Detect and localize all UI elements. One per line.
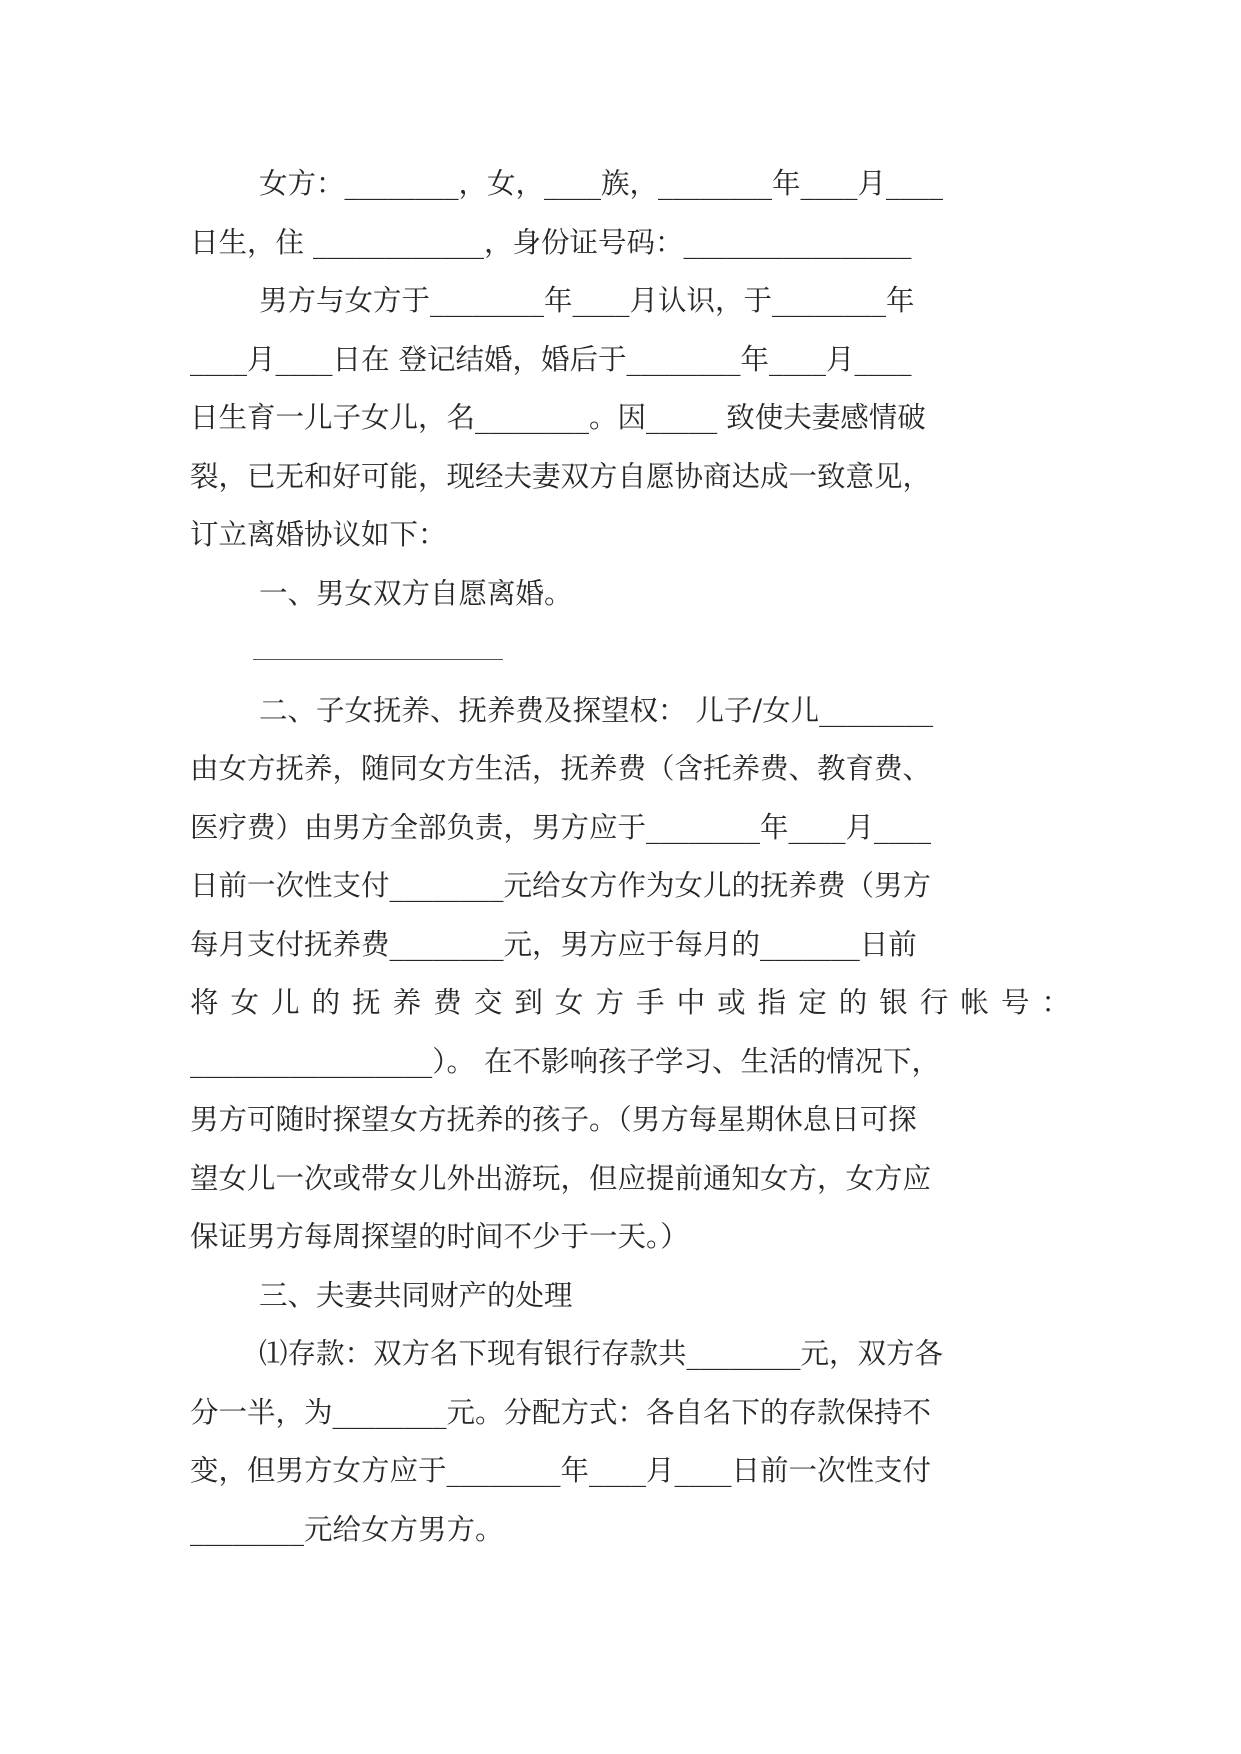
paragraph-line: 医疗费）由男方全部负责，男方应于________年____月____	[190, 810, 932, 844]
paragraph-line: 将女儿的抚养费交到女方手中或指定的银行帐号：	[190, 986, 1070, 1019]
paragraph-line: 女方：________，女，____族，________年____月____	[259, 167, 944, 200]
paragraph-line: 望女儿一次或带女儿外出游玩，但应提前通知女方，女方应	[190, 1161, 932, 1195]
clause-heading: 一、男女双方自愿离婚。	[259, 576, 573, 610]
paragraph-line: 裂，已无和好可能，现经夫妻双方自愿协商达成一致意见，	[190, 459, 932, 493]
paragraph-line: _________________）。 在不影响孩子学习、生活的情况下，	[190, 1044, 941, 1078]
paragraph-line: ________元给女方男方。	[190, 1512, 504, 1546]
underline-rule	[253, 659, 503, 660]
paragraph-line: 日生育一儿子女儿，名________。因_____ 致使夫妻感情破	[190, 401, 926, 434]
paragraph-line: 保证男方每周探望的时间不少于一天。）	[190, 1220, 689, 1253]
paragraph-line: 日前一次性支付________元给女方作为女儿的抚养费（男方	[190, 869, 932, 902]
paragraph-line: 分一半，为________元。分配方式：各自名下的存款保持不	[190, 1395, 932, 1429]
paragraph-line: 每月支付抚养费________元，男方应于每月的_______日前	[190, 927, 917, 961]
paragraph-line: 由女方抚养，随同女方生活，抚养费（含托养费、教育费、	[190, 752, 932, 785]
clause-heading: 三、夫妻共同财产的处理	[259, 1278, 573, 1312]
clause-heading: 二、子女抚养、抚养费及探望权： 儿子/女儿________	[259, 693, 934, 727]
paragraph-line: 变，但男方女方应于________年____月____日前一次性支付	[190, 1454, 932, 1487]
blank-fill-rule	[190, 623, 1070, 682]
paragraph-line: 男方可随时探望女方抚养的孩子。（男方每星期休息日可探	[190, 1103, 917, 1136]
paragraph-line: 男方与女方于________年____月认识，于________年	[259, 284, 915, 317]
paragraph-line: 日生，住 ____________，身份证号码：________________	[190, 225, 912, 259]
paragraph-line: ____月____日在 登记结婚，婚后于________年____月____	[190, 342, 912, 376]
paragraph-line: ⑴存款：双方名下现有银行存款共________元，双方各	[259, 1337, 944, 1370]
paragraph-line: 订立离婚协议如下：	[190, 518, 447, 551]
document-body	[190, 155, 1070, 1559]
